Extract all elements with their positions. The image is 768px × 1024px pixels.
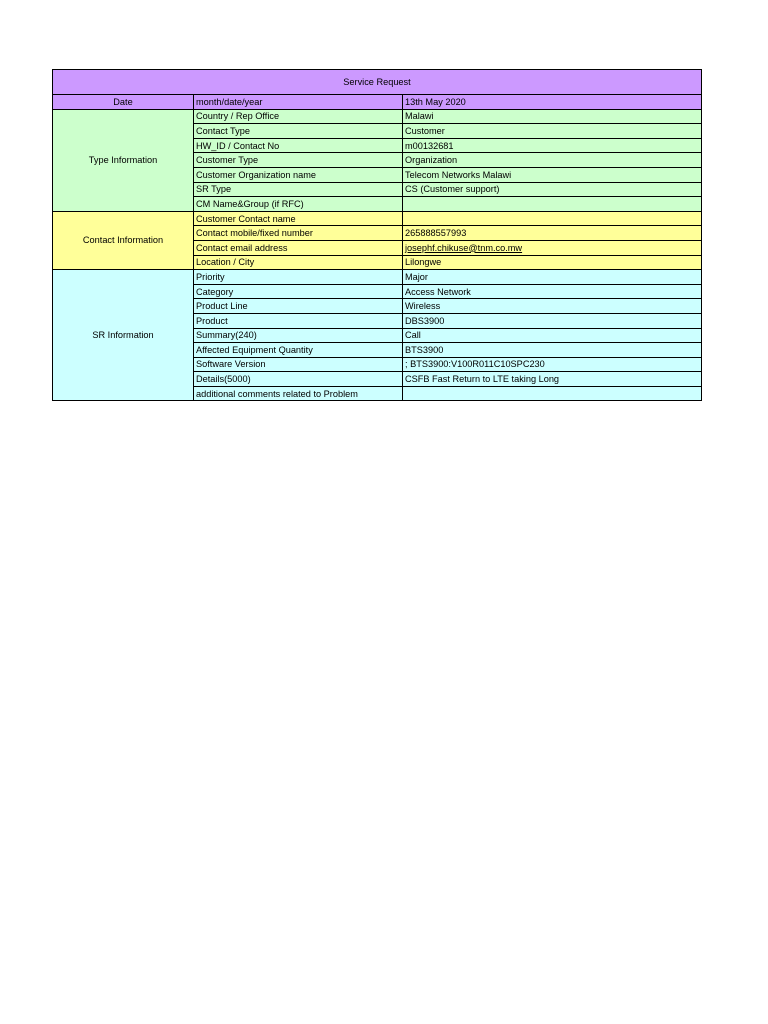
field-value <box>403 386 702 401</box>
field-label: Customer Organization name <box>194 167 403 182</box>
field-value: Customer <box>403 124 702 139</box>
field-value: ; BTS3900:V100R011C10SPC230 <box>403 357 702 372</box>
field-value <box>403 197 702 212</box>
field-label: Software Version <box>194 357 403 372</box>
field-value: CSFB Fast Return to LTE taking Long <box>403 372 702 387</box>
field-label: Details(5000) <box>194 372 403 387</box>
field-label: Contact mobile/fixed number <box>194 226 403 241</box>
field-label: Contact email address <box>194 240 403 255</box>
field-value: Wireless <box>403 299 702 314</box>
field-value: BTS3900 <box>403 343 702 358</box>
field-value: Organization <box>403 153 702 168</box>
field-value: m00132681 <box>403 138 702 153</box>
field-value: Lilongwe <box>403 255 702 270</box>
field-value: 265888557993 <box>403 226 702 241</box>
field-value: Access Network <box>403 284 702 299</box>
table-row <box>53 109 702 124</box>
field-label: additional comments related to Problem <box>194 386 403 401</box>
field-value: Call <box>403 328 702 343</box>
field-label: Product <box>194 313 403 328</box>
field-label: Category <box>194 284 403 299</box>
table-row <box>53 270 702 285</box>
field-label: Summary(240) <box>194 328 403 343</box>
field-label: Country / Rep Office <box>194 109 403 124</box>
field-value: Telecom Networks Malawi <box>403 167 702 182</box>
field-label: Priority <box>194 270 403 285</box>
date-value: 13th May 2020 <box>403 95 702 110</box>
title-row <box>53 70 702 95</box>
table-title: Service Request <box>53 70 702 95</box>
field-label: CM Name&Group (if RFC) <box>194 197 403 212</box>
date-field-label: month/date/year <box>194 95 403 110</box>
date-row <box>53 95 702 110</box>
field-label: Customer Type <box>194 153 403 168</box>
field-value: Major <box>403 270 702 285</box>
field-value: CS (Customer support) <box>403 182 702 197</box>
field-label: Contact Type <box>194 124 403 139</box>
field-value <box>403 211 702 226</box>
field-label: Customer Contact name <box>194 211 403 226</box>
sr-information-label: SR Information <box>53 270 194 401</box>
field-value: Malawi <box>403 109 702 124</box>
field-value <box>403 240 702 255</box>
field-label: SR Type <box>194 182 403 197</box>
field-label: Product Line <box>194 299 403 314</box>
contact-email-link[interactable]: josephf.chikuse@tnm.co.mw <box>405 242 523 253</box>
type-information-label: Type Information <box>53 109 194 211</box>
date-label: Date <box>53 95 194 110</box>
field-label: Location / City <box>194 255 403 270</box>
service-request-table <box>52 69 702 401</box>
field-label: Affected Equipment Quantity <box>194 343 403 358</box>
field-value: DBS3900 <box>403 313 702 328</box>
contact-information-label: Contact Information <box>53 211 194 269</box>
table-row <box>53 211 702 226</box>
field-label: HW_ID / Contact No <box>194 138 403 153</box>
